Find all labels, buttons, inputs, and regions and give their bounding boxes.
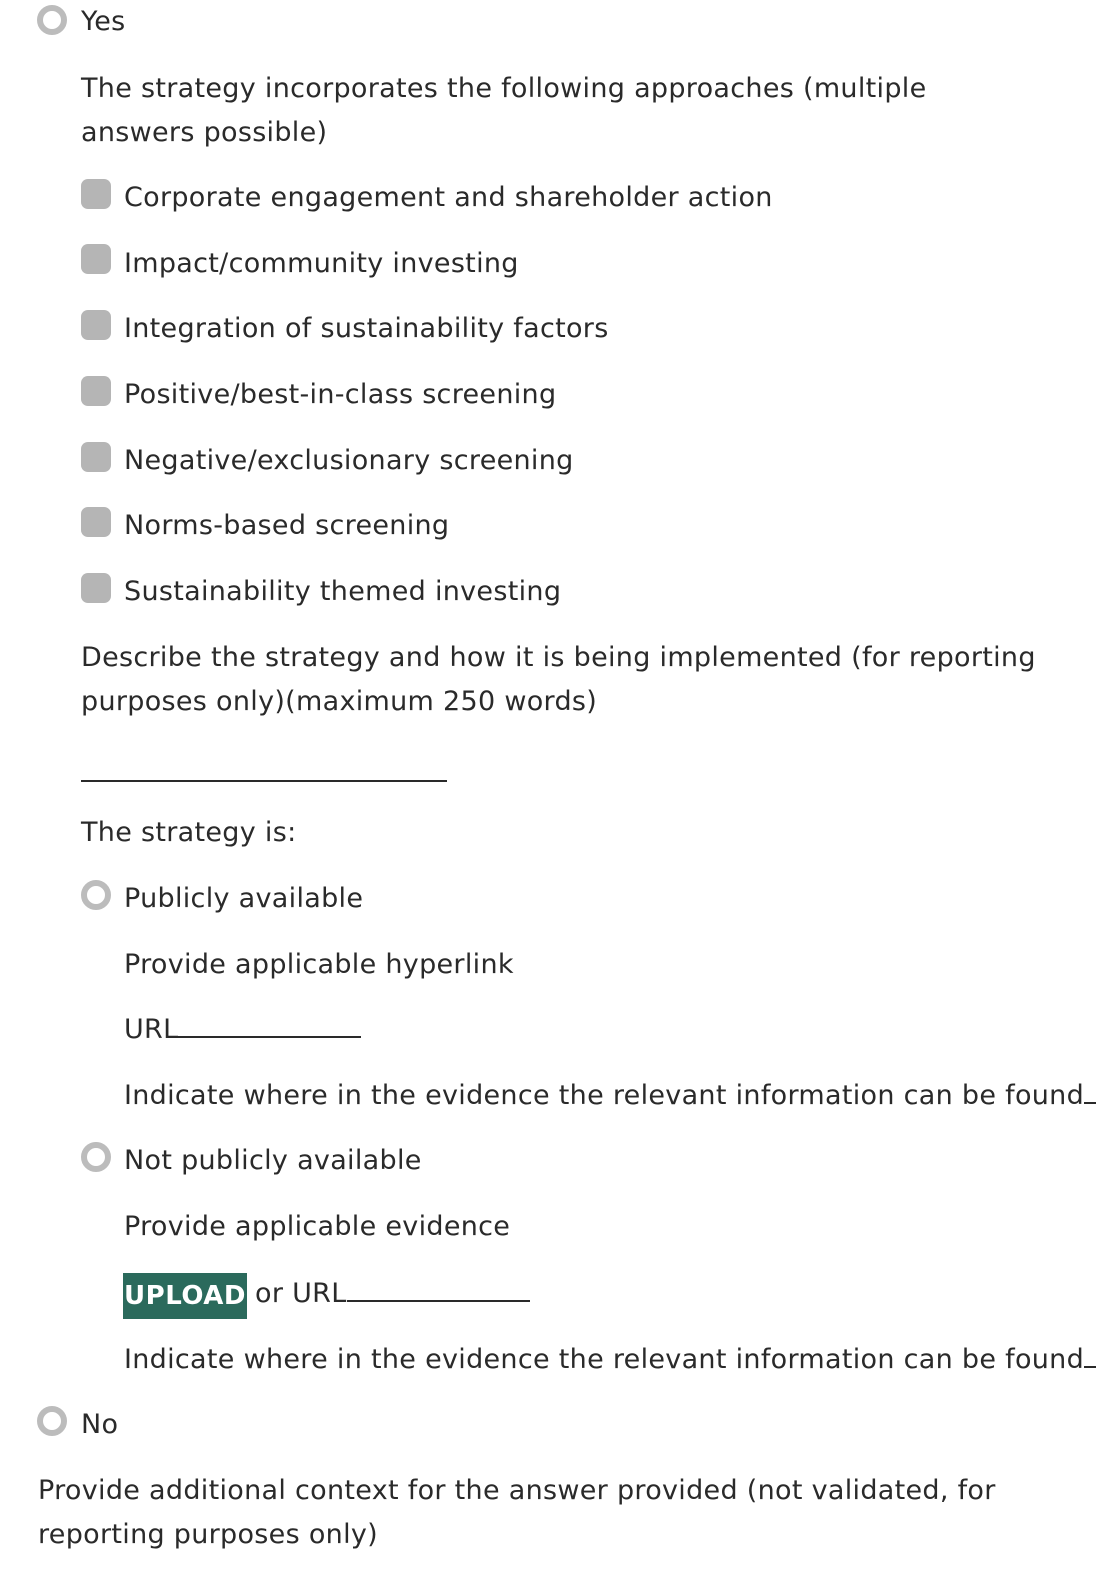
evidence-prompt: Provide applicable evidence	[124, 1211, 511, 1242]
approach-label: Integration of sustainability factors	[124, 313, 609, 344]
additional-context-prompt: Provide additional context for the answer provided (not validated, for reporting purposes only)	[38, 1475, 996, 1550]
approach-checkbox[interactable]	[81, 442, 111, 472]
no-label: No	[81, 1409, 119, 1440]
approach-checkbox[interactable]	[81, 310, 111, 340]
yes-radio[interactable]	[37, 5, 67, 35]
hyperlink-prompt: Provide applicable hyperlink	[124, 949, 514, 980]
evidence-location-row	[124, 1338, 1096, 1382]
no-radio[interactable]	[37, 1406, 67, 1436]
location-prompt: Indicate where in the evidence the relevant information can be found	[124, 1344, 1085, 1375]
or-url-label: or URL	[255, 1278, 347, 1309]
publicly-available-radio[interactable]	[81, 880, 111, 910]
not-publicly-available-label: Not publicly available	[124, 1145, 422, 1176]
approach-label: Negative/exclusionary screening	[124, 445, 574, 476]
upload-button[interactable]: UPLOAD	[123, 1273, 247, 1319]
approach-label: Impact/community investing	[124, 248, 519, 279]
public-url-input[interactable]	[178, 1010, 361, 1038]
approach-checkbox[interactable]	[81, 573, 111, 603]
approach-checkbox[interactable]	[81, 376, 111, 406]
evidence-url-input[interactable]	[347, 1274, 530, 1302]
describe-input[interactable]	[81, 752, 447, 782]
evidence-url-row	[255, 1272, 530, 1316]
approach-label: Positive/best-in-class screening	[124, 379, 557, 410]
evidence-location-input[interactable]	[1084, 1340, 1096, 1368]
public-location-row	[124, 1074, 1096, 1118]
approach-label: Sustainability themed investing	[124, 576, 562, 607]
availability-question: The strategy is:	[81, 817, 297, 848]
approach-checkbox[interactable]	[81, 507, 111, 537]
approach-label: Norms-based screening	[124, 510, 450, 541]
yes-label: Yes	[81, 6, 126, 37]
approach-checkbox[interactable]	[81, 179, 111, 209]
publicly-available-label: Publicly available	[124, 883, 364, 914]
approach-checkbox[interactable]	[81, 244, 111, 274]
approaches-question: The strategy incorporates the following approaches (multiple answers possible)	[81, 73, 927, 148]
approach-label: Corporate engagement and shareholder action	[124, 182, 773, 213]
url-label: URL	[124, 1014, 179, 1045]
not-publicly-available-radio[interactable]	[81, 1142, 111, 1172]
public-url-row	[124, 1008, 361, 1052]
location-prompt: Indicate where in the evidence the relevant information can be found	[124, 1080, 1085, 1111]
public-location-input[interactable]	[1084, 1076, 1096, 1104]
describe-prompt: Describe the strategy and how it is being implemented (for reporting purposes only)(maximum 250 words)	[81, 642, 1036, 717]
